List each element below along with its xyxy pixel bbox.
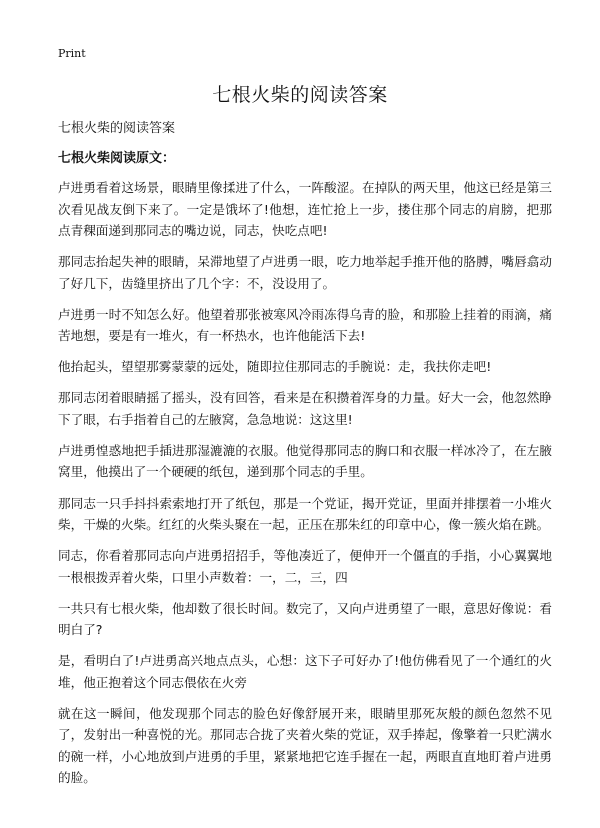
paragraph: 同志，你看着那同志向卢进勇招招手，等他凑近了，便伸开一个僵直的手指，小心翼翼地一根根拨弄着火柴，口里小声数着：一，二，三，四 xyxy=(58,548,552,585)
paragraph: 卢进勇看着这场景，眼睛里像揉进了什么，一阵酸涩。在掉队的两天里，他这已经是第三次看见战友倒下来了。一定是饿坏了!他想，连忙抢上一步，搂住那个同志的肩膀，把那点青稞面递到那同志的嘴边说，同志，快吃点吧! xyxy=(58,180,552,238)
page-title: 七根火柴的阅读答案 xyxy=(212,84,388,106)
paragraph: 他抬起头，望望那雾蒙蒙的远处，随即拉住那同志的手腕说：走，我扶你走吧! xyxy=(58,359,492,375)
paragraph: 那同志闭着眼睛摇了摇头，没有回答，看来是在积攒着浑身的力量。好大一会，他忽然睁下了眼，右手指着自己的左腋窝，急急地说：这这里! xyxy=(58,390,552,427)
article-subtitle: 七根火柴的阅读答案 xyxy=(58,121,176,136)
article-body xyxy=(58,120,552,799)
section-heading: 七根火柴阅读原文： xyxy=(58,151,176,166)
paragraph: 是，看明白了!卢进勇高兴地点点头，心想：这下子可好办了!他仿佛看见了一个通红的火堆，他正抱着这个同志偎依在火旁 xyxy=(58,653,552,690)
paragraph: 那同志一只手抖抖索索地打开了纸包，那是一个党证，揭开党证，里面并排摆着一小堆火柴，干燥的火柴。红红的火柴头聚在一起，正压在那朱红的印章中心，像一簇火焰在跳。 xyxy=(58,495,552,533)
paragraph: 就在这一瞬间，他发现那个同志的脸色好像舒展开来，眼睛里那死灰般的颜色忽然不见了，发射出一种喜悦的光。那同志合拢了夹着火柴的党证，双手捧起，像擎着一只贮满水的碗一样，小心地放到卢进勇的手里，紧紧地把它连手握在一起，两眼直直地盯着卢进勇的脸。 xyxy=(58,705,552,786)
paragraph: 一共只有七根火柴，他却数了很长时间。数完了，又向卢进勇望了一眼，意思好像说：看明白了? xyxy=(58,600,552,638)
paragraph: 那同志抬起失神的眼睛，呆滞地望了卢进勇一眼，吃力地举起手推开他的胳膊，嘴唇翕动了好几下，齿缝里挤出了几个字：不，没设用了。 xyxy=(58,254,552,291)
paragraph: 卢进勇一时不知怎么好。他望着那张被寒风冷雨冻得乌青的脸，和那脸上挂着的雨滴，痛苦地想，要是有一堆火，有一杯热水，也许他能活下去! xyxy=(58,306,552,344)
print-link[interactable]: Print xyxy=(58,47,86,60)
paragraph: 卢进勇惶惑地把手插进那湿漉漉的衣服。他觉得那同志的胸口和衣服一样冰冷了，在左腋窝里，他摸出了一个硬硬的纸包，递到那个同志的手里。 xyxy=(58,442,552,480)
